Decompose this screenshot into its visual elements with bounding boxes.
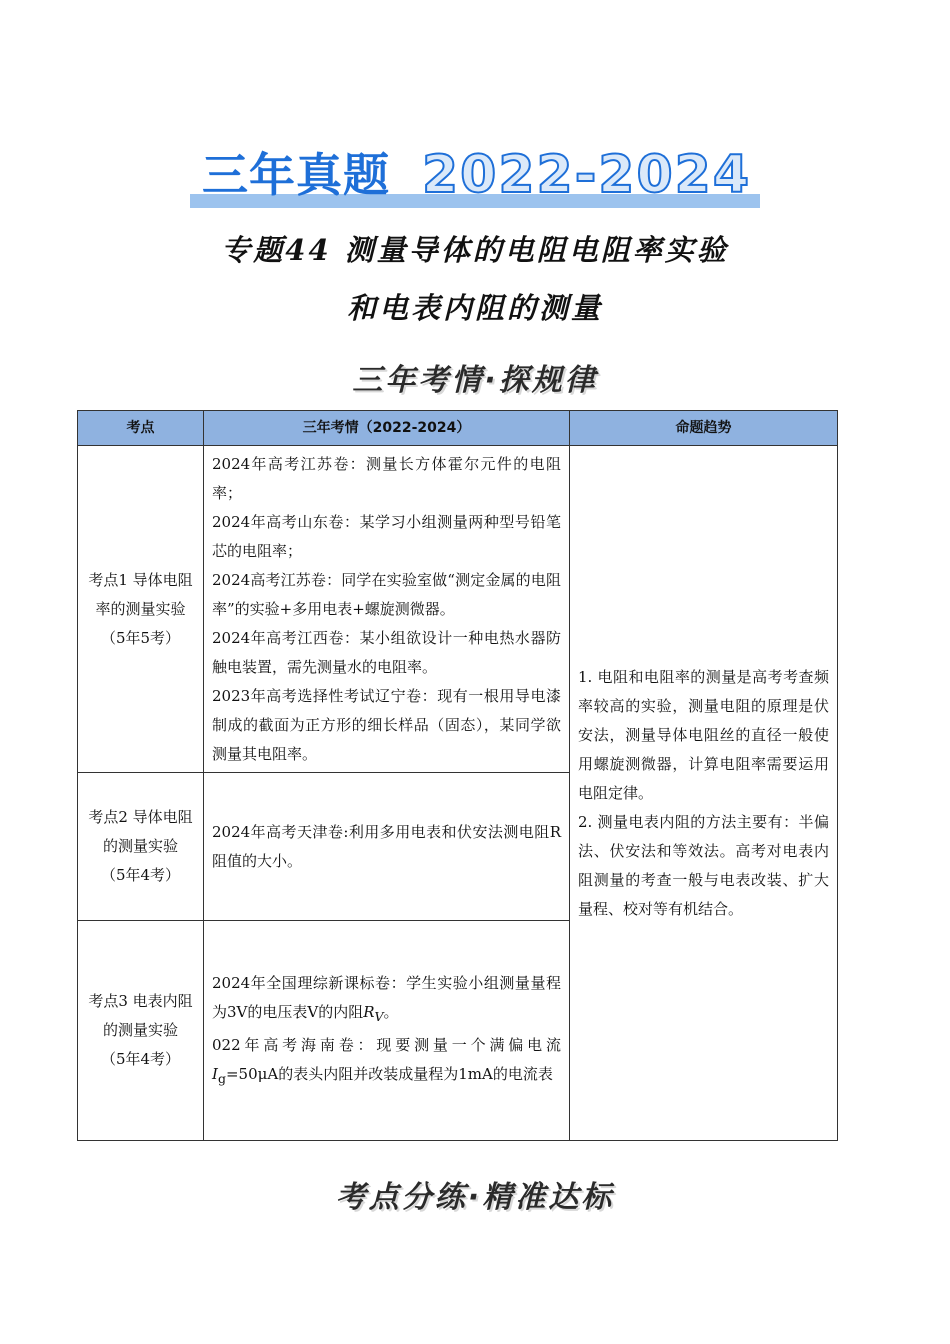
- topic-cell: [78, 921, 204, 1141]
- history-item: 2024高考江苏卷：同学在实验室做“测定金属的电阻率”的实验+多用电表+螺旋测微器。: [212, 570, 561, 618]
- history-item: 2024年高考天津卷:利用多用电表和伏安法测电阻R阻值的大小。: [212, 822, 561, 870]
- history-item: 2024年高考山东卷：某学习小组测量两种型号铅笔芯的电阻率；: [212, 512, 561, 560]
- history-item-text: 2024年全国理综新课标卷：学生实验小组测量量程为3V的电压表V的内阻: [212, 973, 561, 1021]
- header-trend: 命题趋势: [570, 411, 838, 446]
- table-row: [78, 446, 838, 773]
- history-item: 2024年高考江西卷：某小组欲设计一种电热水器防触电装置，需先测量水的电阻率。: [212, 628, 561, 676]
- table-header-row: [78, 411, 838, 446]
- math-subscript: g: [217, 1070, 226, 1086]
- topic-count: （5年5考）: [100, 628, 181, 647]
- topic-count: （5年4考）: [100, 866, 181, 884]
- history-item-text: 。: [383, 1002, 399, 1021]
- history-item-text: 的电流表: [492, 1064, 553, 1083]
- math-symbol: I: [212, 1064, 218, 1083]
- math-value: 1mA: [458, 1064, 493, 1083]
- header-banner: [190, 146, 760, 208]
- topic-name: 考点3 电表内阻的测量实验: [88, 992, 193, 1039]
- history-item: 2023年高考选择性考试辽宁卷：现有一根用导电漆制成的截面为正方形的细长样品（固态），某同学欲测量其电阻率。: [212, 686, 561, 763]
- history-item-text: 022年高考海南卷：现要测量一个满偏电流: [212, 1035, 561, 1054]
- banner-years-text: 2022-2024: [422, 145, 752, 205]
- history-item: 2024年高考江苏卷：测量长方体霍尔元件的电阻率；: [212, 454, 561, 502]
- history-cell: [204, 773, 570, 921]
- history-item: [212, 969, 561, 1031]
- topic-count: （5年4考）: [100, 1050, 181, 1068]
- topic-name: 考点1 导体电阻率的测量实验: [88, 570, 193, 618]
- header-history: 三年考情（2022-2024）: [204, 411, 570, 446]
- topic-name: 考点2 导体电阻的测量实验: [88, 808, 193, 855]
- history-cell: [204, 446, 570, 773]
- analysis-section-banner: 三年考情·探规律: [352, 363, 598, 398]
- page-title-line1: 专题44 测量导体的电阻电阻率实验: [221, 233, 729, 267]
- history-item: [212, 1031, 561, 1093]
- practice-section-banner: 考点分练·精准达标: [335, 1180, 615, 1215]
- header-topic: 考点: [78, 411, 204, 446]
- exam-analysis-table: [77, 410, 838, 1141]
- trend-cell: [570, 446, 838, 1141]
- topic-cell: [78, 446, 204, 773]
- topic-cell: [78, 773, 204, 921]
- history-item-text: 的表头内阻并改装成量程为: [278, 1064, 459, 1083]
- math-value: =50μA: [225, 1064, 279, 1083]
- trend-paragraph: 2. 测量电表内阻的方法主要有：半偏法、伏安法和等效法。高考对电表内阻测量的考查一般与电表改装、扩大量程、校对等有机结合。: [578, 812, 829, 918]
- trend-paragraph: 1. 电阻和电阻率的测量是高考考查频率较高的实验，测量电阻的原理是伏安法，测量导体电阻丝的直径一般使用螺旋测微器，计算电阻率需要运用电阻定律。: [578, 667, 829, 802]
- math-symbol: R: [363, 1002, 375, 1021]
- page-title-line2: 和电表内阻的测量: [346, 291, 603, 325]
- math-subscript: V: [374, 1008, 384, 1024]
- history-cell: [204, 921, 570, 1141]
- banner-main-text: 三年真题: [202, 148, 390, 202]
